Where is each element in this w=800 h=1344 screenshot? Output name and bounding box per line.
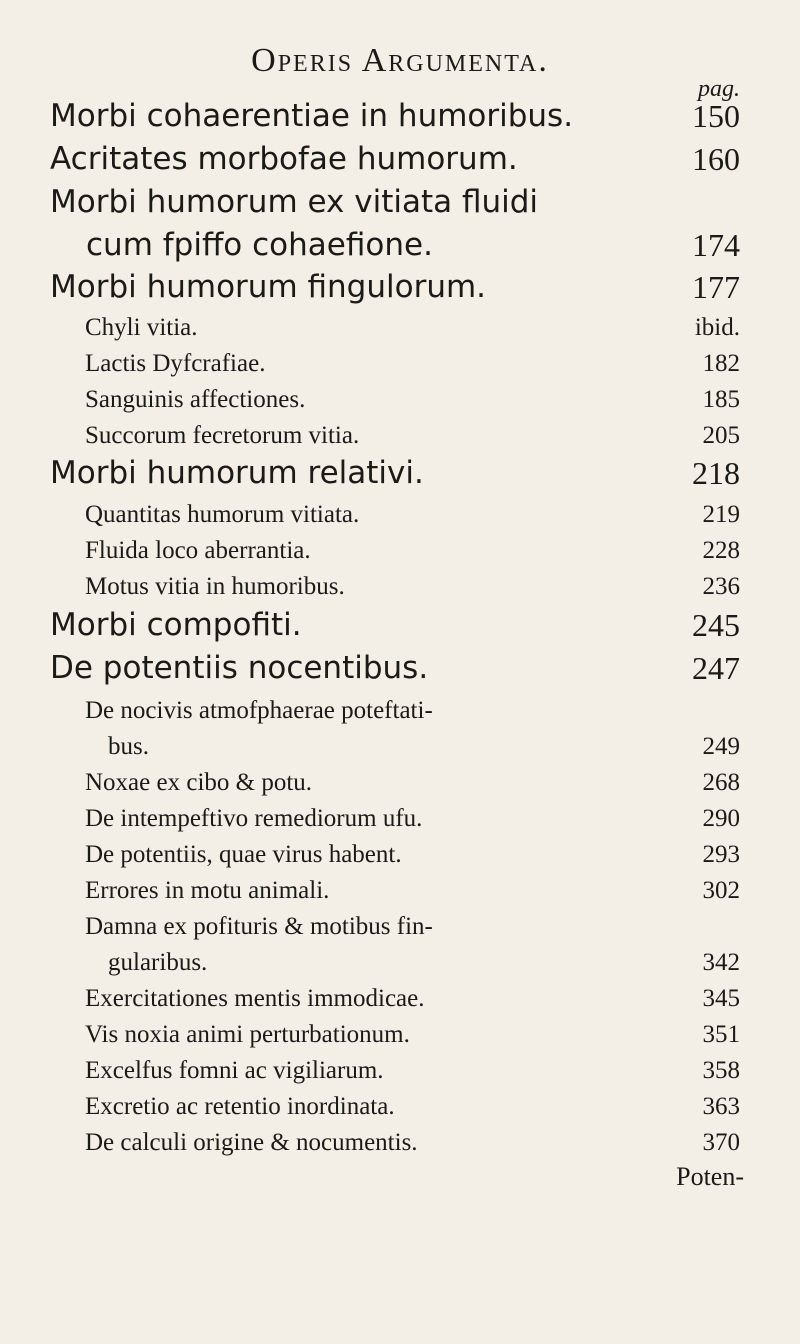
toc-entry	[0, 98, 800, 138]
toc-entry	[0, 733, 800, 773]
toc-entry-title: Sanguinis affectiones.	[85, 386, 306, 413]
catchword: Poten-	[676, 1162, 744, 1191]
toc-entry	[0, 227, 800, 267]
toc-entry-page: 228	[702, 537, 740, 564]
toc-entry-title: De intempeftivo remediorum ufu.	[85, 805, 423, 832]
toc-entry	[0, 949, 800, 989]
toc-entry-page: 370	[702, 1129, 740, 1156]
toc-entry-title: Morbi humorum relativi.	[50, 455, 424, 491]
toc-entry-title: Excretio ac retentio inordinata.	[85, 1093, 395, 1120]
toc-entry-title: Lactis Dyfcrafiae.	[85, 350, 266, 377]
toc-entry	[0, 1093, 800, 1133]
toc-entry-title: Morbi cohaerentiae in humoribus.	[50, 98, 574, 134]
toc-entry-page: 358	[702, 1057, 740, 1084]
toc-entry-title: Errores in motu animali.	[85, 877, 330, 904]
toc-entry-page: 293	[702, 841, 740, 868]
toc-entry-page: 302	[702, 877, 740, 904]
toc-entry-page: 185	[702, 386, 740, 413]
toc-entry-page: 351	[702, 1021, 740, 1048]
toc-entry-page: 150	[692, 98, 740, 134]
toc-entry	[0, 985, 800, 1025]
toc-entry-title: De calculi origine & nocumentis.	[85, 1129, 418, 1156]
toc-entry-title: cum fpiffo cohaefione.	[86, 227, 433, 263]
toc-entry-title: Vis noxia animi perturbationum.	[85, 1021, 410, 1048]
page-column-label: pag.	[698, 76, 740, 102]
toc-entry-page: 247	[692, 650, 740, 686]
toc-entry	[0, 314, 800, 354]
toc-entry-title: Exercitationes mentis immodicae.	[85, 985, 425, 1012]
toc-entry-page: 219	[702, 501, 740, 528]
toc-entry-page: 249	[702, 733, 740, 760]
page-header: Operis Argumenta.	[251, 42, 549, 79]
toc-entry	[0, 1057, 800, 1097]
toc-entry-title: De potentiis nocentibus.	[50, 650, 429, 686]
toc-entry-page: 174	[692, 227, 740, 263]
toc-entry-title: De nocivis atmofphaerae poteftati-	[85, 697, 433, 724]
toc-entry	[0, 650, 800, 690]
toc-entry-title: Acritates morbofae humorum.	[50, 141, 518, 177]
toc-entry	[0, 607, 800, 647]
toc-entry-title: Damna ex pofituris & motibus fin-	[85, 913, 433, 940]
toc-entry-page: 205	[702, 422, 740, 449]
toc-entry-page: 245	[692, 607, 740, 643]
toc-entry-title: Morbi humorum ex vitiata fluidi	[50, 184, 539, 220]
toc-entry-title: Motus vitia in humoribus.	[85, 573, 345, 600]
toc-entry-title: Fluida loco aberrantia.	[85, 537, 311, 564]
toc-entry-title: bus.	[108, 733, 149, 760]
toc-entry-page: 345	[702, 985, 740, 1012]
toc-entry	[0, 455, 800, 495]
toc-entry	[0, 913, 800, 953]
toc-entry	[0, 350, 800, 390]
toc-entry-title: Morbi compofiti.	[50, 607, 302, 643]
toc-entry	[0, 501, 800, 541]
toc-entry-title: gularibus.	[108, 949, 208, 976]
toc-entry-page: 342	[702, 949, 740, 976]
toc-entry	[0, 269, 800, 309]
toc-entry	[0, 877, 800, 917]
toc-entry-page: 182	[702, 350, 740, 377]
toc-entry-title: Noxae ex cibo & potu.	[85, 769, 313, 796]
toc-entry	[0, 1021, 800, 1061]
toc-entry	[0, 769, 800, 809]
toc-entry	[0, 537, 800, 577]
toc-entry-page: 290	[702, 805, 740, 832]
toc-entry-page: ibid.	[694, 314, 740, 341]
toc-entry-page: 218	[692, 455, 740, 491]
toc-entry-title: Morbi humorum fingulorum.	[50, 269, 487, 305]
toc-entry-page: 160	[692, 141, 740, 177]
toc-entry-title: Excelfus fomni ac vigiliarum.	[85, 1057, 384, 1084]
toc-entry	[0, 141, 800, 181]
toc-entry	[0, 386, 800, 426]
toc-entry-title: De potentiis, quae virus habent.	[85, 841, 402, 868]
toc-entry-title: Succorum fecretorum vitia.	[85, 422, 360, 449]
toc-entry-page: 236	[702, 573, 740, 600]
toc-entry-page: 177	[692, 269, 740, 305]
toc-entry-page: 268	[702, 769, 740, 796]
toc-entry	[0, 805, 800, 845]
toc-entry-title: Chyli vitia.	[85, 314, 198, 341]
toc-entry-title: Quantitas humorum vitiata.	[85, 501, 360, 528]
toc-entry-page: 363	[702, 1093, 740, 1120]
toc-entry	[0, 841, 800, 881]
toc-entry	[0, 184, 800, 224]
toc-entry	[0, 697, 800, 737]
